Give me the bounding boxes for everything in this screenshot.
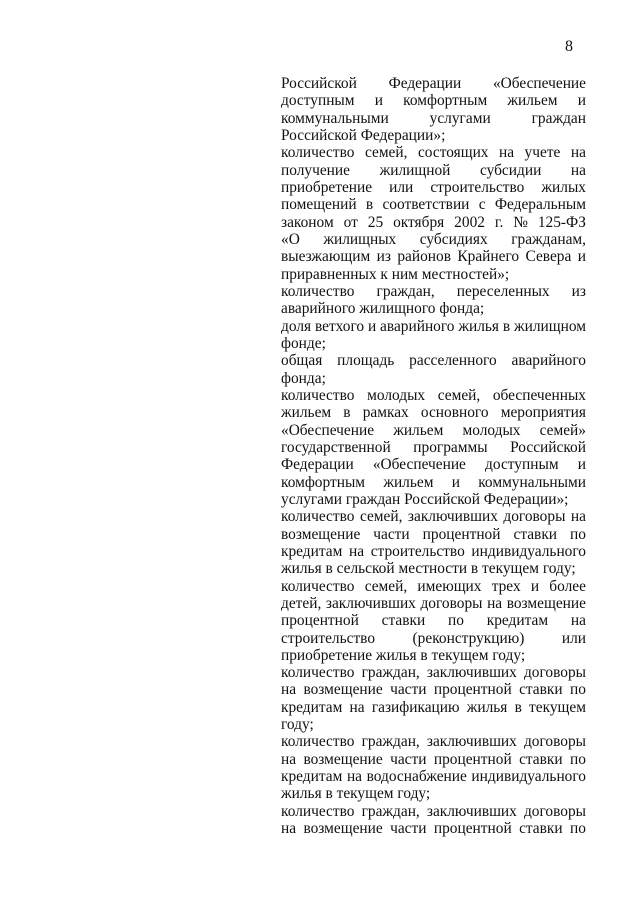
text-line [281, 630, 586, 647]
text-word: состоящих [417, 144, 489, 162]
text-word: Крайнего [457, 248, 520, 266]
text-word: возмещение [281, 525, 361, 543]
text-word: договоры [523, 802, 586, 820]
text-word: жилищных [323, 230, 397, 248]
text-word: жилищном [513, 317, 586, 335]
text-word: доступным [281, 92, 355, 110]
text-word: на [281, 681, 297, 699]
text-line: жилья в сельской местности в текущем году; [281, 560, 576, 578]
text-word: возмещение [303, 820, 383, 838]
text-word: строительство [370, 542, 465, 560]
text-word: от [343, 213, 358, 231]
text-word: имеющих [417, 577, 482, 595]
text-line [281, 733, 586, 750]
text-word: аварийного [511, 352, 586, 370]
text-word: кредитам [281, 542, 343, 560]
text-word: семей, [364, 144, 408, 162]
text-word: выезжающим [281, 248, 371, 266]
text-word: (реконструкцию) [412, 629, 525, 647]
text-word: заключивших [426, 733, 517, 751]
text-word: жилья [466, 698, 508, 716]
text-word: части [390, 750, 427, 768]
text-line: фонде; [281, 334, 326, 352]
text-word: доля [281, 317, 312, 335]
text-word: процентной [422, 525, 501, 543]
text-line: приобретение жилья в текущем году; [281, 646, 526, 664]
text-line [281, 664, 586, 681]
text-word: приобретение [281, 178, 373, 196]
text-word: «Обеспечение [372, 456, 466, 474]
text-word: «О [281, 230, 300, 248]
text-word: по [447, 612, 464, 630]
text-word: на [349, 698, 365, 716]
text-word: части [373, 525, 410, 543]
text-line [281, 248, 586, 265]
text-word: договоры [420, 594, 483, 612]
text-word: в [514, 698, 522, 716]
text-word: количество [281, 508, 355, 526]
text-word: граждан, [361, 802, 420, 820]
text-word: и [577, 92, 586, 110]
text-word: Российской [510, 438, 586, 456]
text-word: программы [413, 438, 488, 456]
text-line [281, 595, 586, 612]
text-word: количество [281, 282, 355, 300]
text-word: и [451, 473, 460, 491]
text-word: количество [281, 144, 355, 162]
text-word: семей, [359, 508, 403, 526]
text-word: возмещение [506, 594, 586, 612]
text-word: субсидии [479, 161, 542, 179]
text-line: фонда; [281, 369, 326, 387]
text-word: водоснабжение [366, 768, 467, 786]
text-line [281, 803, 586, 820]
text-word: доступным [485, 456, 559, 474]
text-word: Федерации [388, 75, 462, 92]
text-word: помещений [281, 196, 357, 214]
text-word: рамках [362, 404, 409, 422]
text-line [281, 283, 586, 300]
text-word: договоры [503, 508, 566, 526]
text-word: части [390, 820, 427, 838]
text-line [281, 196, 586, 213]
text-line [281, 526, 586, 543]
text-word: граждан, [361, 733, 420, 751]
text-line: Российской Федерации»; [281, 126, 446, 144]
text-word: возмещение [303, 681, 383, 699]
text-line [281, 578, 586, 595]
text-word: семей» [539, 421, 586, 439]
text-word: ставки [381, 612, 426, 630]
text-word: на [570, 508, 586, 526]
text-word: процентной [281, 612, 359, 630]
text-word: в [343, 404, 351, 422]
text-word: текущем [529, 698, 586, 716]
text-word: строительство [430, 178, 525, 196]
text-word: количество [281, 664, 355, 682]
text-line [281, 92, 586, 109]
text-word: или [389, 178, 414, 196]
text-word: 125-ФЗ [537, 213, 586, 231]
text-word: на [281, 820, 297, 838]
text-word: на [570, 161, 586, 179]
text-word: процентной [433, 750, 512, 768]
text-word: октября [393, 213, 445, 231]
text-word: количество [281, 386, 355, 404]
text-word: Федерации [281, 456, 354, 474]
text-word: комфортным [403, 92, 488, 110]
text-line [281, 404, 586, 421]
text-word: и [374, 92, 383, 110]
text-word: на [349, 542, 365, 560]
text-line: приравненных к ним местностей»; [281, 265, 510, 283]
text-word: субсидиях [419, 230, 488, 248]
text-word: законом [281, 213, 334, 231]
text-word: мероприятия [500, 404, 586, 422]
text-word: «Обеспечение [281, 421, 375, 439]
text-word: из [376, 248, 391, 266]
text-word: заключивших [325, 594, 416, 612]
document-body-text [281, 75, 586, 837]
text-word: в [365, 196, 374, 214]
text-line [281, 612, 586, 629]
text-word: основного [420, 404, 489, 422]
text-word: площадь [337, 352, 395, 370]
text-line [281, 110, 586, 127]
text-word: строительство [281, 629, 376, 647]
text-word: кредитам [281, 698, 343, 716]
text-word: семей, [364, 577, 408, 595]
text-word: молодых [367, 386, 426, 404]
text-line [281, 768, 586, 785]
text-word: гражданам, [511, 230, 586, 248]
text-word: 25 [367, 213, 384, 231]
text-word: газификацию [371, 698, 460, 716]
text-word: на [281, 750, 297, 768]
text-line [281, 387, 586, 404]
text-word: 2002 [454, 213, 485, 231]
text-word: на [487, 594, 503, 612]
text-word: процентной [433, 820, 512, 838]
text-word: районов [397, 248, 451, 266]
text-word: индивидуального [471, 768, 586, 786]
text-word: или [561, 629, 586, 647]
text-word: семей, [437, 386, 481, 404]
text-line [281, 474, 586, 491]
text-word: договоры [523, 733, 586, 751]
text-word: заключивших [426, 802, 517, 820]
text-word: более [549, 577, 586, 595]
text-word: молодых [462, 421, 521, 439]
text-word: с [478, 196, 486, 214]
text-line: аварийного жилищного фонда; [281, 300, 485, 318]
text-word: трех [491, 577, 521, 595]
text-word: в [502, 317, 511, 335]
text-word: услугами [429, 109, 491, 127]
text-word: ветхого [314, 317, 365, 335]
text-word: обеспеченных [492, 386, 586, 404]
text-word: кредитам [281, 768, 343, 786]
text-word: граждан [531, 109, 586, 127]
text-word: количество [281, 577, 355, 595]
text-line [281, 144, 586, 161]
text-word: жильем [383, 473, 434, 491]
text-word: по [570, 525, 586, 543]
text-word: граждан, [376, 282, 435, 300]
text-word: жилых [541, 178, 586, 196]
text-line [281, 508, 586, 525]
text-word: кредитам [486, 612, 549, 630]
text-word: № [513, 213, 528, 231]
text-word: возмещение [303, 750, 383, 768]
text-word: получение [281, 161, 350, 179]
text-line: жилья в текущем году; [281, 785, 431, 803]
text-word: ставки [513, 525, 558, 543]
text-word: и [577, 456, 586, 474]
text-word: детей, [281, 594, 322, 612]
text-word: по [570, 681, 586, 699]
text-word: на [498, 144, 515, 162]
text-word: комфортным [281, 473, 366, 491]
text-word: ставки [519, 681, 563, 699]
page-number: 8 [565, 38, 573, 55]
text-word: количество [281, 733, 355, 751]
text-line [281, 751, 586, 768]
text-word: общая [281, 352, 323, 370]
text-line [281, 456, 586, 473]
text-word: части [390, 681, 427, 699]
text-line [281, 75, 586, 92]
text-word: переселенных [456, 282, 550, 300]
text-word: граждан, [361, 664, 420, 682]
text-word: договоры [523, 664, 586, 682]
text-line [281, 352, 586, 369]
text-line [281, 820, 586, 837]
text-word: аварийного [380, 317, 455, 335]
text-line [281, 318, 586, 335]
text-line [281, 231, 586, 248]
text-word: ставки [519, 750, 563, 768]
text-word: «Обеспечение [492, 75, 586, 92]
text-word: соответствии [382, 196, 470, 214]
text-word: на [346, 768, 363, 786]
text-line: году; [281, 716, 314, 734]
text-line [281, 162, 586, 179]
text-word: количество [281, 802, 355, 820]
text-word: жильем [507, 92, 558, 110]
text-line [281, 699, 586, 716]
text-word: жильем [281, 404, 332, 422]
text-line [281, 543, 586, 560]
text-word: расселенного [409, 352, 497, 370]
text-word: заключивших [407, 508, 498, 526]
text-line [281, 422, 586, 439]
text-word: жилищной [379, 161, 451, 179]
text-word: и [577, 248, 586, 266]
text-word: процентной [433, 681, 512, 699]
text-line [281, 681, 586, 698]
text-word: Российской [281, 75, 357, 92]
text-word: на [570, 144, 586, 162]
text-word: коммунальными [478, 473, 586, 491]
text-word: Севера [525, 248, 572, 266]
text-word: государственной [281, 438, 391, 456]
text-line [281, 179, 586, 196]
text-word: жилья [458, 317, 499, 335]
text-word: на [570, 612, 586, 630]
text-word: Федеральным [494, 196, 586, 214]
text-word: учете [524, 144, 561, 162]
text-word: и [530, 577, 540, 595]
text-line [281, 214, 586, 231]
text-word: г. [494, 213, 504, 231]
text-line [281, 439, 586, 456]
text-word: и [367, 317, 377, 335]
text-word: жильем [393, 421, 444, 439]
text-word: ставки [519, 820, 563, 838]
text-word: коммунальными [281, 109, 389, 127]
text-line: услугами граждан Российской Федерации»; [281, 490, 569, 508]
text-word: индивидуального [471, 542, 586, 560]
text-word: по [570, 820, 586, 838]
text-word: по [570, 750, 586, 768]
text-word: из [571, 282, 586, 300]
text-word: заключивших [426, 664, 517, 682]
